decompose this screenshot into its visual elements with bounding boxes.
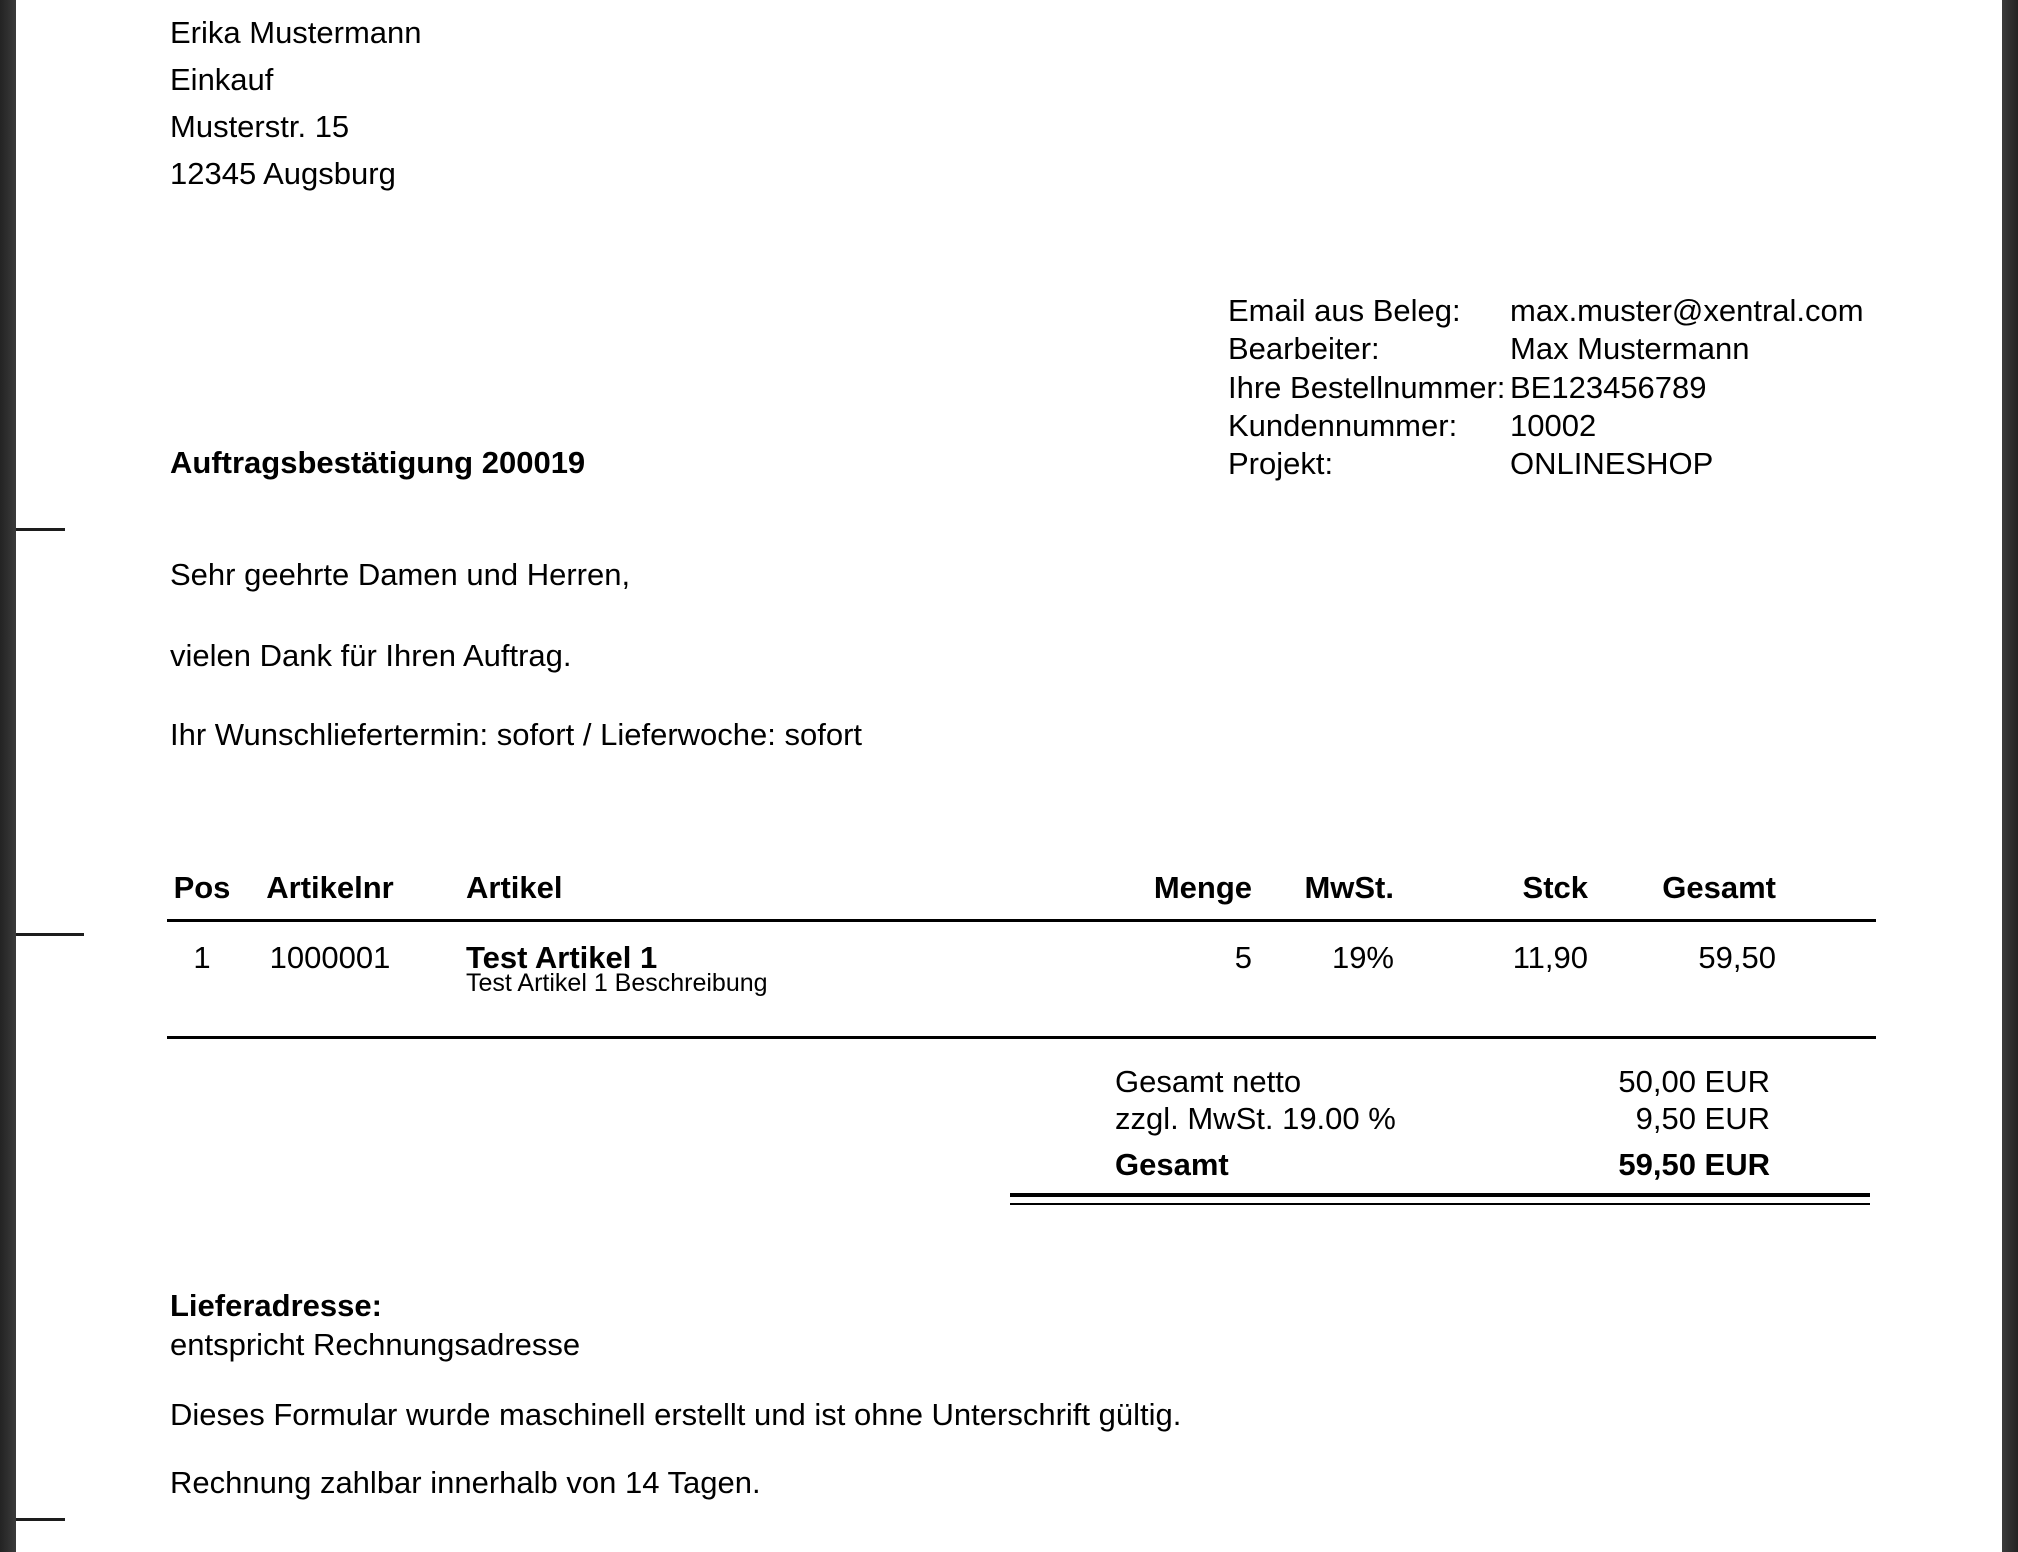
- meta-label: Email aus Beleg:: [1228, 293, 1461, 328]
- grand-total-rule-thin: [1010, 1203, 1870, 1205]
- items-header-gesamt: Gesamt: [1662, 870, 1776, 905]
- item-total: 59,50: [1698, 940, 1776, 975]
- item-vat-rate: 19%: [1331, 940, 1394, 975]
- meta-label: Bearbeiter:: [1228, 331, 1380, 367]
- payment-terms-note: Rechnung zahlbar innerhalb von 14 Tagen.: [170, 1465, 761, 1500]
- items-header-artikel: Artikel: [466, 870, 563, 905]
- item-unit-price: 11,90: [1512, 940, 1588, 975]
- meta-value: BE123456789: [1510, 369, 1707, 405]
- item-name: Test Artikel 1: [466, 940, 658, 975]
- punch-mark-middle: [16, 933, 84, 936]
- meta-label: Projekt:: [1228, 446, 1334, 482]
- grand-total-value: 59,50 EUR: [1618, 1147, 1770, 1182]
- recipient-address: [170, 9, 422, 197]
- meta-row: [1228, 369, 1864, 407]
- page-edge-left: [0, 0, 16, 1552]
- grand-total-label: Gesamt: [1115, 1147, 1229, 1182]
- recipient-line: 12345 Augsburg: [170, 156, 396, 191]
- fold-mark-bottom: [16, 1518, 65, 1521]
- shipping-address-heading: Lieferadresse:: [170, 1288, 382, 1323]
- net-total-value: 50,00 EUR: [1618, 1064, 1770, 1099]
- recipient-line: Einkauf: [170, 62, 274, 97]
- thanks-text: vielen Dank für Ihren Auftrag.: [170, 638, 572, 673]
- meta-value: ONLINESHOP: [1510, 446, 1714, 482]
- page-edge-right: [2002, 0, 2018, 1552]
- items-header-stck: Stck: [1522, 870, 1588, 905]
- document-title: Auftragsbestätigung 200019: [170, 445, 586, 480]
- meta-value: 10002: [1510, 407, 1597, 443]
- fold-mark-top: [16, 528, 65, 531]
- items-header-pos: Pos: [173, 870, 231, 905]
- items-header-mwst: MwSt.: [1304, 870, 1394, 905]
- meta-label: Ihre Bestellnummer:: [1228, 369, 1506, 405]
- delivery-terms-text: Ihr Wunschliefertermin: sofort / Lieferwoche: sofort: [170, 717, 863, 752]
- table-header-rule: [167, 919, 1876, 922]
- shipping-address-value: entspricht Rechnungsadresse: [170, 1327, 581, 1362]
- meta-row: [1228, 292, 1864, 330]
- meta-row: [1228, 330, 1864, 368]
- salutation-text: Sehr geehrte Damen und Herren,: [170, 557, 631, 592]
- meta-label: Kundennummer:: [1228, 407, 1458, 443]
- vat-value: 9,50 EUR: [1635, 1101, 1770, 1136]
- item-description: Test Artikel 1 Beschreibung: [466, 969, 768, 997]
- item-pos: 1: [193, 940, 211, 975]
- recipient-line: Erika Mustermann: [170, 15, 422, 50]
- recipient-line: Musterstr. 15: [170, 109, 350, 144]
- item-quantity: 5: [1234, 940, 1252, 975]
- meta-value: Max Mustermann: [1510, 331, 1750, 367]
- meta-row: [1228, 445, 1864, 483]
- vat-label: zzgl. MwSt. 19.00 %: [1115, 1101, 1396, 1136]
- machine-generated-note: Dieses Formular wurde maschinell erstellt und ist ohne Unterschrift gültig.: [170, 1397, 1182, 1432]
- grand-total-rule-thick: [1010, 1193, 1870, 1197]
- meta-row: [1228, 407, 1864, 445]
- items-header-menge: Menge: [1153, 870, 1252, 905]
- meta-value: max.muster@xentral.com: [1510, 293, 1864, 328]
- table-bottom-rule: [167, 1036, 1876, 1039]
- net-total-label: Gesamt netto: [1115, 1064, 1302, 1099]
- items-header-artikelnr: Artikelnr: [266, 870, 394, 905]
- item-artikelnr: 1000001: [269, 940, 391, 975]
- document-meta: [1228, 292, 1864, 483]
